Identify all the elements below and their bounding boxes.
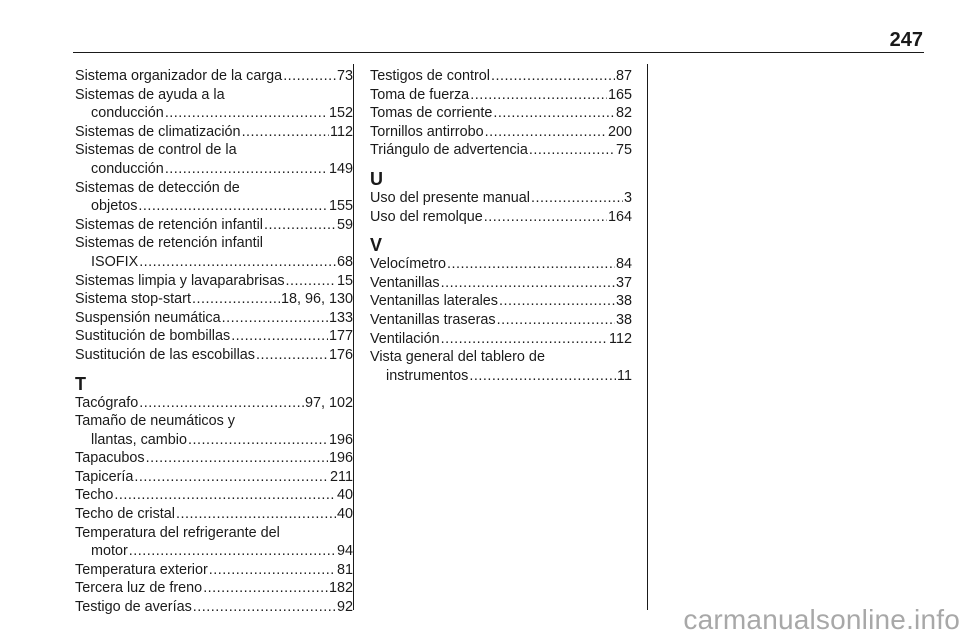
index-entry-term: Sistema stop-start (75, 291, 191, 308)
dot-leader (529, 141, 615, 160)
index-entry (75, 394, 353, 413)
dot-leader (146, 449, 328, 468)
index-entry (75, 179, 353, 216)
section-letter: T (75, 373, 86, 394)
index-entry-pages[interactable]: 3 (623, 189, 632, 206)
index-entry-term: conducción (91, 105, 164, 122)
index-entry-heading: Temperatura del refrigerante del (75, 524, 280, 541)
dot-leader (286, 272, 336, 291)
index-entry-pages[interactable]: 211 (330, 468, 353, 485)
index-entry-pages[interactable]: 164 (607, 208, 632, 225)
index-entry-pages[interactable]: 68 (336, 253, 353, 270)
index-entry (370, 208, 632, 227)
index-entry-pages[interactable]: 84 (615, 256, 632, 273)
index-entry-term: Techo (75, 487, 114, 504)
index-entry-term: Triángulo de advertencia (370, 142, 528, 159)
index-entry (370, 123, 632, 142)
index-entry-term: Sustitución de bombillas (75, 328, 231, 345)
index-entry-pages[interactable]: 97, 102 (304, 394, 353, 411)
index-entry (75, 234, 353, 271)
dot-leader (134, 468, 329, 487)
index-entry (75, 505, 353, 524)
index-entry-term: Sistema organizador de la carga (75, 68, 283, 84)
index-entry (75, 327, 353, 346)
index-entry-term: Sistemas limpia y lavaparabrisas (75, 272, 285, 289)
dot-leader (138, 197, 328, 216)
dot-leader (484, 208, 607, 227)
index-entry-term: Ventilación (370, 330, 440, 347)
dot-leader (470, 86, 607, 105)
dot-leader (203, 579, 328, 598)
dot-leader (441, 274, 615, 293)
index-entry-term: Ventanillas (370, 274, 440, 291)
index-entry-pages[interactable]: 200 (607, 123, 632, 140)
dot-leader (139, 253, 336, 272)
index-entry-heading: Tamaño de neumáticos y (75, 413, 235, 430)
index-entry (75, 123, 353, 142)
index-entry-pages[interactable]: 149 (328, 160, 353, 177)
index-entry (370, 104, 632, 123)
index-entry (370, 86, 632, 105)
index-entry (370, 141, 632, 160)
index-entry-pages[interactable]: 182 (328, 580, 353, 597)
watermark: carmanualsonline.info (683, 604, 960, 635)
index-entry-pages[interactable]: 38 (615, 311, 632, 328)
index-entry (370, 292, 632, 311)
index-entry-pages[interactable]: 112 (609, 330, 632, 347)
index-entry-term: conducción (91, 160, 164, 177)
index-entry (370, 189, 632, 208)
index-entry-term: Sustitución de las escobillas (75, 346, 255, 363)
dot-leader (139, 394, 304, 413)
dot-leader (283, 67, 336, 86)
index-entry-term: Tapacubos (75, 450, 145, 467)
index-entry-term: Testigo de averías (75, 599, 192, 616)
index-entry-pages[interactable]: 196 (328, 431, 353, 448)
index-entry-pages[interactable]: 165 (607, 86, 632, 103)
section-letter: V (370, 235, 383, 256)
index-entry (75, 412, 353, 449)
dot-leader (176, 505, 336, 524)
dot-leader (497, 311, 615, 330)
index-entry-heading: Sistemas de retención infantil (75, 235, 263, 252)
dot-leader (193, 598, 336, 617)
index-entry-term: Sistemas de climatización (75, 123, 241, 140)
index-entry-pages[interactable]: 92 (336, 599, 353, 616)
dot-leader (192, 290, 280, 309)
index-entry-term: Suspensión neumática (75, 309, 221, 326)
dot-leader (256, 346, 328, 365)
section-letter: U (370, 168, 383, 189)
index-entry-term: Sistemas de retención infantil (75, 216, 263, 233)
index-entry-term: motor (91, 543, 128, 560)
index-entry-term: ISOFIX (91, 253, 139, 270)
index-entry-pages[interactable]: 152 (328, 105, 353, 122)
index-entry (75, 598, 353, 617)
dot-leader (493, 104, 615, 123)
index-entry-heading: Sistemas de control de la (75, 142, 237, 159)
index-entry-term: objetos (91, 198, 138, 215)
index-entry (75, 449, 353, 468)
index-entry (75, 524, 353, 561)
index-entry-term: instrumentos (386, 367, 469, 384)
index-entry-heading: Sistemas de ayuda a la (75, 86, 225, 103)
dot-leader (531, 189, 623, 208)
dot-leader (491, 67, 615, 86)
dot-leader (165, 160, 328, 179)
dot-leader (264, 216, 336, 235)
dot-leader (242, 123, 329, 142)
index-entry (75, 579, 353, 598)
index-entry-pages[interactable]: 75 (615, 142, 632, 159)
index-entry (75, 272, 353, 291)
index-entry-pages[interactable]: 196 (328, 450, 353, 467)
index-entry (370, 67, 632, 86)
index-entry-pages[interactable]: 87 (615, 68, 632, 84)
index-entry-term: Temperatura exterior (75, 561, 208, 578)
dot-leader (231, 327, 328, 346)
index-entry-term: Ventanillas traseras (370, 311, 496, 328)
dot-leader (469, 367, 616, 386)
index-entry-term: Tomas de corriente (370, 105, 493, 122)
index-entry-pages[interactable]: 37 (615, 274, 632, 291)
index-entry-pages[interactable]: 94 (336, 543, 353, 560)
index-column-1 (75, 67, 353, 617)
index-entry-pages[interactable]: 82 (615, 105, 632, 122)
dot-leader (209, 561, 336, 580)
index-entry (75, 141, 353, 178)
dot-leader (165, 104, 328, 123)
dot-leader (222, 309, 328, 328)
index-entry (370, 255, 632, 274)
page-number: 247 (889, 29, 923, 51)
dot-leader (114, 486, 336, 505)
dot-leader (485, 123, 607, 142)
index-entry-pages[interactable]: 112 (330, 123, 353, 140)
index-entry-pages[interactable]: 11 (617, 367, 632, 384)
index-entry-pages[interactable]: 155 (328, 198, 353, 215)
index-entry (75, 309, 353, 328)
index-entry-term: Velocímetro (370, 256, 446, 273)
index-entry (75, 67, 353, 86)
index-entry-term: Tacógrafo (75, 394, 139, 411)
index-entry (75, 216, 353, 235)
index-column-2 (370, 67, 632, 385)
index-entry (370, 348, 632, 385)
index-entry-pages[interactable]: 38 (615, 293, 632, 310)
index-entry (75, 290, 353, 309)
index-entry-term: Tornillos antirrobo (370, 123, 484, 140)
header-rule (73, 52, 924, 53)
index-entry-pages[interactable]: 133 (328, 309, 353, 326)
dot-leader (188, 431, 328, 450)
index-entry-pages[interactable]: 176 (328, 346, 353, 363)
index-entry-pages[interactable]: 40 (336, 487, 353, 504)
index-entry-pages[interactable]: 18, 96, 130 (280, 291, 353, 308)
index-entry-heading: Vista general del tablero de (370, 349, 545, 366)
index-entry-pages[interactable]: 81 (336, 561, 353, 578)
index-entry-term: Tercera luz de freno (75, 580, 203, 597)
dot-leader (447, 255, 615, 274)
index-entry-pages[interactable]: 15 (336, 272, 353, 289)
dot-leader (129, 542, 336, 561)
index-entry (75, 561, 353, 580)
index-entry-term: Techo de cristal (75, 506, 175, 523)
index-entry (75, 86, 353, 123)
index-entry-pages[interactable]: 40 (336, 506, 353, 523)
index-entry (370, 274, 632, 293)
index-entry-term: Testigos de control (370, 68, 490, 84)
index-entry-term: Uso del presente manual (370, 189, 530, 206)
index-entry-term: Toma de fuerza (370, 86, 470, 103)
index-entry-pages[interactable]: 177 (328, 328, 353, 345)
index-entry (75, 468, 353, 487)
index-entry-term: Uso del remolque (370, 208, 483, 225)
index-entry (75, 486, 353, 505)
index-entry (75, 346, 353, 365)
column-divider-2 (647, 64, 648, 610)
column-divider-1 (353, 64, 354, 610)
index-entry-pages[interactable]: 73 (336, 68, 353, 84)
dot-leader (499, 292, 615, 311)
index-entry-term: llantas, cambio (91, 431, 187, 448)
index-entry-heading: Sistemas de detección de (75, 179, 240, 196)
index-entry (370, 311, 632, 330)
index-entry-pages[interactable]: 59 (336, 216, 353, 233)
index-entry-term: Tapicería (75, 468, 134, 485)
dot-leader (441, 330, 608, 349)
index-entry-term: Ventanillas laterales (370, 293, 498, 310)
index-entry (370, 330, 632, 349)
